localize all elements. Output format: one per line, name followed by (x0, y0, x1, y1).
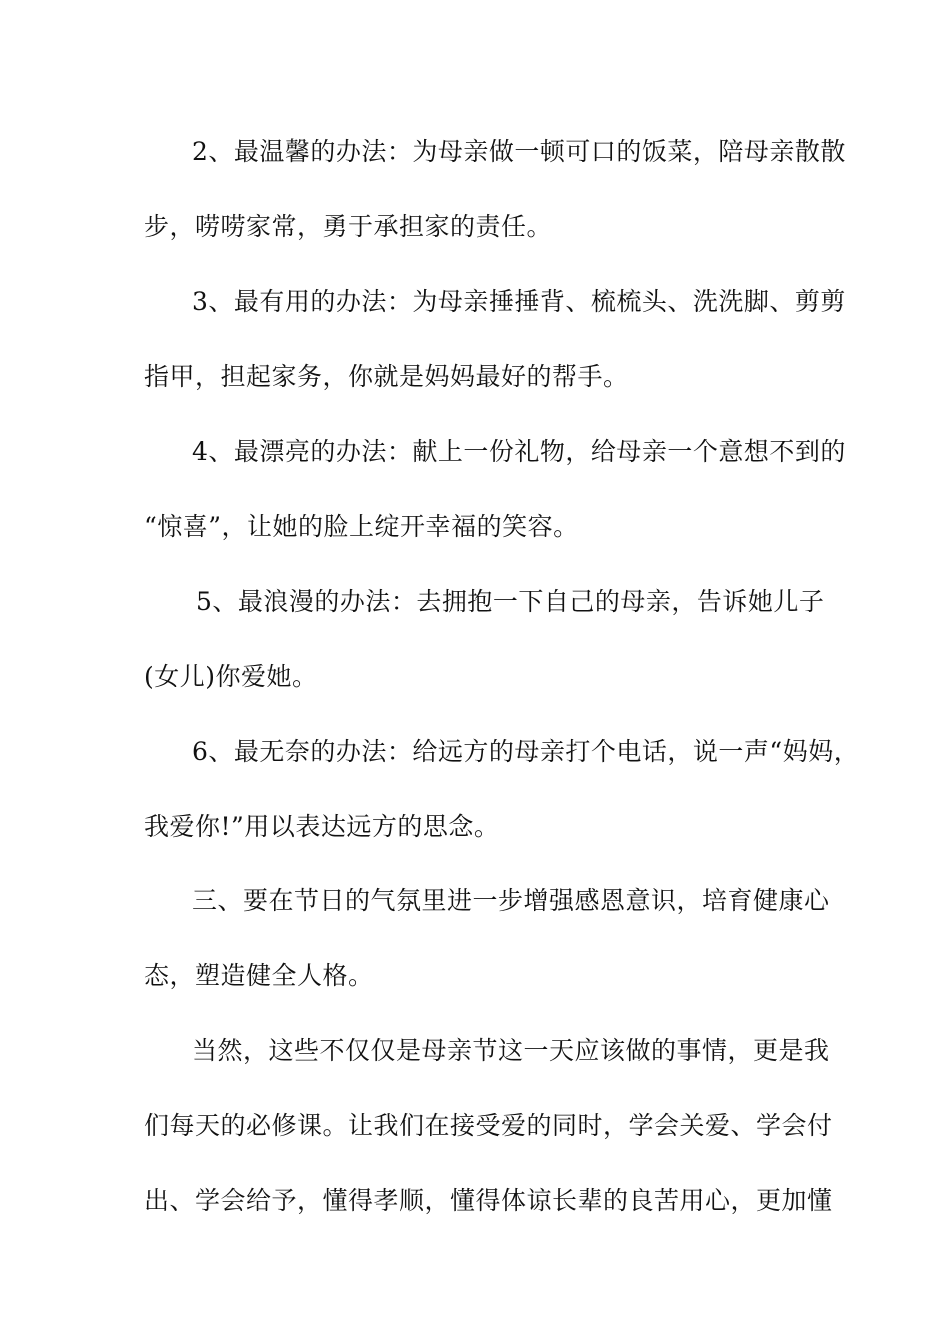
paragraph-line: 态，塑造健全人格。 (144, 961, 374, 990)
paragraph-line: 我爱你!”用以表达远方的思念。 (144, 812, 500, 841)
paragraph-line: 2、最温馨的办法：为母亲做一顿可口的饭菜，陪母亲散散 (192, 137, 846, 166)
paragraph-line: 指甲，担起家务，你就是妈妈最好的帮手。 (144, 362, 629, 391)
paragraph-line: 当然，这些不仅仅是母亲节这一天应该做的事情，更是我 (192, 1036, 830, 1065)
paragraph-line: 出、学会给予，懂得孝顺，懂得体谅长辈的良苦用心，更加懂 (144, 1186, 833, 1215)
paragraph-line: 4、最漂亮的办法：献上一份礼物，给母亲一个意想不到的 (192, 437, 846, 466)
paragraph-line: 6、最无奈的办法：给远方的母亲打个电话，说一声“妈妈， (192, 737, 860, 766)
paragraph-line: “惊喜”，让她的脸上绽开幸福的笑容。 (144, 512, 579, 541)
paragraph-line: 步，唠唠家常，勇于承担家的责任。 (144, 212, 553, 241)
paragraph-line: 5、最浪漫的办法：去拥抱一下自己的母亲，告诉她儿子 (196, 587, 825, 616)
paragraph-line: 三、要在节日的气氛里进一步增强感恩意识，培育健康心 (192, 886, 830, 915)
paragraph-line: 3、最有用的办法：为母亲捶捶背、梳梳头、洗洗脚、剪剪 (192, 287, 846, 316)
paragraph-line: 们每天的必修课。让我们在接受爱的同时，学会关爱、学会付 (144, 1111, 833, 1140)
paragraph-line: (女儿)你爱她。 (144, 662, 318, 691)
